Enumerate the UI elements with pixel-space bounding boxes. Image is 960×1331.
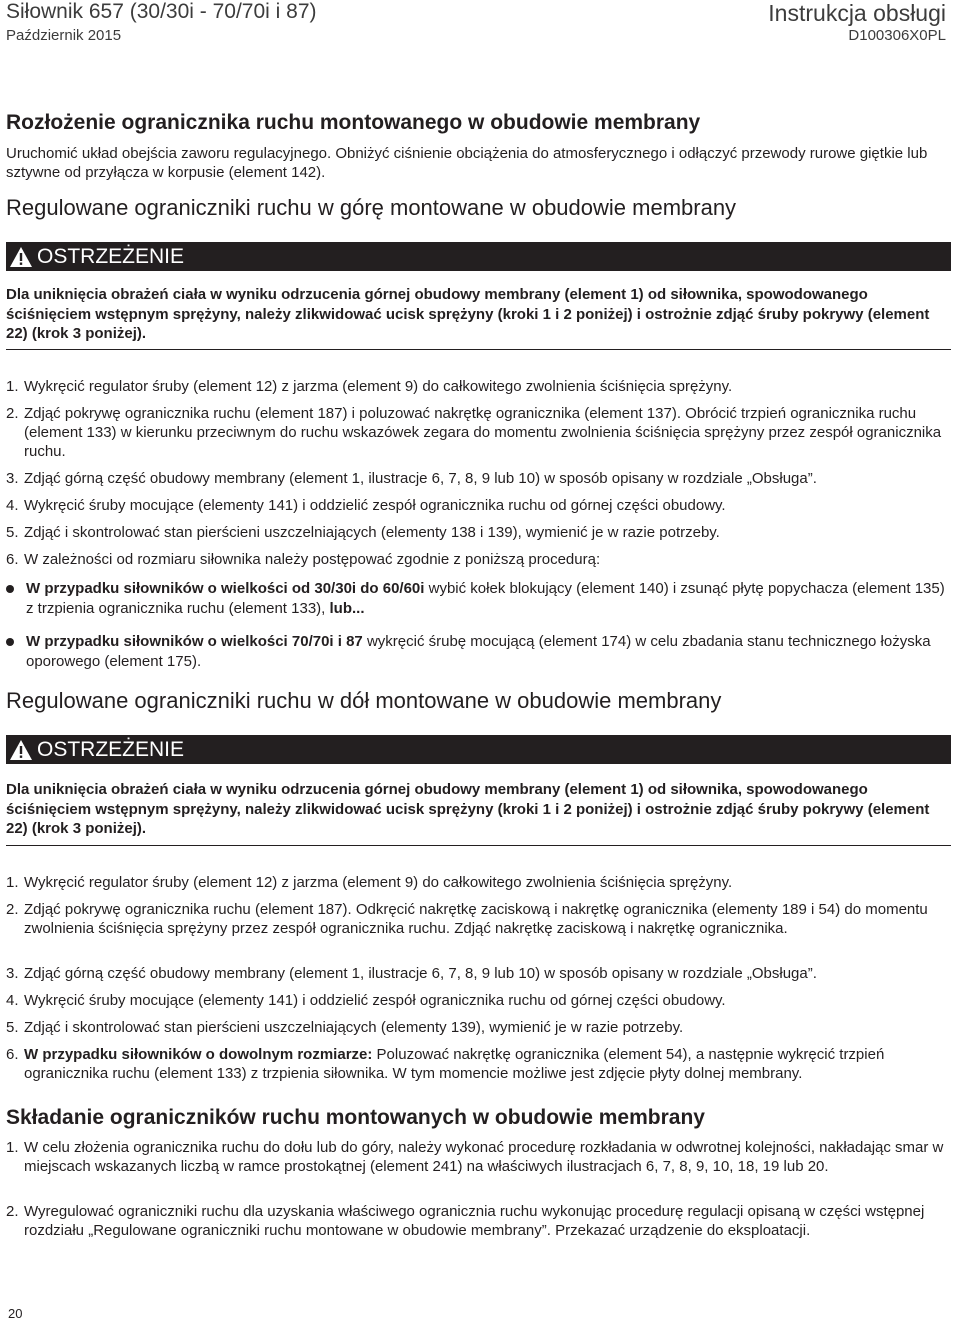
step-item — [6, 523, 946, 542]
header-date: Październik 2015 — [6, 27, 122, 44]
bullet-dot-icon — [6, 585, 14, 593]
step-text: Wykręcić regulator śruby (element 12) z jarzma (element 9) do całkowitego zwolnienia ściśnięcia sprężyny. — [24, 378, 733, 395]
step-text: Zdjąć i skontrolować stan pierścieni uszczelniających (elementy 138 i 139), wymienić je w razie potrzeby. — [24, 524, 720, 541]
step-item — [6, 873, 946, 892]
step-text: W zależności od rozmiaru siłownika należy postępować zgodnie z poniższą procedurą: — [24, 551, 601, 568]
step-number: 1. — [6, 1139, 19, 1156]
step-lead: W przypadku siłowników o dowolnym rozmiarze: — [24, 1046, 373, 1063]
step-number: 6. — [6, 551, 19, 568]
step-number: 4. — [6, 497, 19, 514]
step-item — [6, 964, 946, 983]
bullet-text: wykręcić śrubę mocującą (element 174) w celu zbadania stanu technicznego łożyska oporowego (element 175). — [26, 633, 931, 670]
header-product-title: Siłownik 657 (30/30i - 70/70i i 87) — [6, 0, 317, 23]
step-number: 2. — [6, 1203, 19, 1220]
page-number: 20 — [8, 1306, 23, 1321]
step-item — [6, 1202, 946, 1240]
step-number: 1. — [6, 874, 19, 891]
bullet-lead: W przypadku siłowników o wielkości 70/70i i 87 — [26, 633, 363, 650]
step-number: 4. — [6, 992, 19, 1009]
bullet-item — [6, 579, 946, 618]
step-item — [6, 900, 946, 938]
warning-label: OSTRZEŻENIE — [37, 245, 185, 268]
bullet-lead: W przypadku siłowników o wielkości od 30/30i do 60/60i — [26, 580, 425, 597]
warning-divider — [6, 845, 951, 846]
warning-triangle-icon — [9, 739, 33, 761]
step-number: 5. — [6, 1019, 19, 1036]
subsection-title-up-stops: Regulowane ograniczniki ruchu w górę montowane w obudowie membrany — [6, 195, 737, 220]
bullet-item — [6, 632, 946, 671]
warning-divider — [6, 349, 951, 350]
step-number: 1. — [6, 378, 19, 395]
subsection-title-down-stops: Regulowane ograniczniki ruchu w dół montowane w obudowie membrany — [6, 688, 722, 713]
step-text: Zdjąć i skontrolować stan pierścieni uszczelniających (elementy 139), wymienić je w razie potrzeby. — [24, 1019, 684, 1036]
warning-triangle-icon — [9, 246, 33, 268]
step-number: 2. — [6, 405, 19, 422]
warning-banner — [6, 735, 951, 764]
step-number: 3. — [6, 965, 19, 982]
section-title-assembly: Składanie ograniczników ruchu montowanych w obudowie membrany — [6, 1106, 705, 1129]
step-text: Zdjąć górną część obudowy membrany (element 1, ilustracje 6, 7, 8, 9 lub 10) w sposób opisany w rozdziale „Obsługa”. — [24, 965, 817, 982]
warning-banner — [6, 242, 951, 271]
step-text: Wykręcić regulator śruby (element 12) z jarzma (element 9) do całkowitego zwolnienia ściśnięcia sprężyny. — [24, 874, 733, 891]
step-number: 5. — [6, 524, 19, 541]
step-text: Zdjąć pokrywę ogranicznika ruchu (element 187). Odkręcić nakrętkę zaciskową i nakrętkę ogranicznika (elementy 189 i 54) do momentu zwolnienia ściśnięcia sprężyny przez zespół ogranicznika ruchu. Zdjąć nakrętkę zaciskową i nakrętkę ogranicznika. — [24, 901, 928, 937]
step-item — [6, 404, 946, 461]
step-item — [6, 469, 946, 488]
bullet-tail: lub... — [329, 599, 365, 617]
step-item — [6, 496, 946, 515]
step-number: 6. — [6, 1046, 19, 1063]
section-title-disassembly: Rozłożenie ogranicznika ruchu montowanego w obudowie membrany — [6, 111, 701, 134]
step-text: W celu złożenia ogranicznika ruchu do dołu lub do góry, należy wykonać procedurę rozkładania w odwrotnej kolejności, nakładając smar w miejscach wskazanych liczbą w ramce prostokątnej (element 241) na właściwych ilustracjach 6, 7, 8, 9, 10, 18, 19 lub 20. — [24, 1139, 944, 1175]
warning-text: Dla uniknięcia obrażeń ciała w wyniku odrzucenia górnej obudowy membrany (element 1) od siłownika, spowodowanego ściśnięciem wstępnym sprężyny, należy zlikwidować ucisk sprężyny (kroki 1 i 2 poniżej) i ostrożnie zdjąć śruby pokrywy (element 22) (krok 3 poniżej). — [6, 781, 930, 837]
warning-text: Dla uniknięcia obrażeń ciała w wyniku odrzucenia górnej obudowy membrany (element 1) od siłownika, spowodowanego ściśnięciem wstępnym sprężyny, należy zlikwidować ucisk sprężyny (kroki 1 i 2 poniżej) i ostrożnie zdjąć śruby pokrywy (element 22) (krok 3 poniżej). — [6, 286, 930, 342]
step-text: Wykręcić śruby mocujące (elementy 141) i oddzielić zespół ogranicznika ruchu od górnej części obudowy. — [24, 992, 726, 1009]
step-item — [6, 1018, 946, 1037]
step-text: Poluzować nakrętkę ogranicznika (element 54), a następnie wykręcić trzpień ogranicznika ruchu (element 133) z trzpienia siłownika. W tym momencie możliwe jest zdjęcie płyty dolnej membrany. — [24, 1046, 885, 1082]
header-doc-number: D100306X0PL — [848, 27, 946, 44]
header-manual-title: Instrukcja obsługi — [768, 0, 946, 26]
warning-label: OSTRZEŻENIE — [37, 738, 185, 761]
step-text: Wykręcić śruby mocujące (elementy 141) i oddzielić zespół ogranicznika ruchu od górnej części obudowy. — [24, 497, 726, 514]
step-item — [6, 991, 946, 1010]
bullet-text: wybić kołek blokujący (element 140) i zsunąć płytę popychacza (element 135) z trzpienia ogranicznika ruchu (element 133), — [26, 580, 945, 617]
step-item — [6, 550, 946, 569]
step-text: Zdjąć pokrywę ogranicznika ruchu (element 187) i poluzować nakrętkę ogranicznika (element 137). Obrócić trzpień ogranicznika ruchu (element 133) w kierunku przeciwnym do ruchu wskazówek zegara do momentu zwolnienia ściśnięcia sprężyny przez zespół ogranicznika ruchu. — [24, 405, 942, 460]
section-intro: Uruchomić układ obejścia zaworu regulacyjnego. Obniżyć ciśnienie obciążenia do atmosferycznego i odłączyć przewody rurowe giętkie lub sztywne od przyłącza w korpusie (element 142). — [6, 145, 928, 181]
step-text: Zdjąć górną część obudowy membrany (element 1, ilustracje 6, 7, 8, 9 lub 10) w sposób opisany w rozdziale „Obsługa”. — [24, 470, 817, 487]
step-number: 2. — [6, 901, 19, 918]
step-item — [6, 1138, 946, 1176]
step-item — [6, 377, 946, 396]
bullet-dot-icon — [6, 638, 14, 646]
step-text: Wyregulować ograniczniki ruchu dla uzyskania właściwego ogranicznia ruchu wykonując procedurę regulacji opisaną w części wstępnej rozdziału „Regulowane ograniczniki ruchu montowane w obudowie membrany”. Przekazać urządzenie do eksploatacji. — [24, 1203, 925, 1239]
step-number: 3. — [6, 470, 19, 487]
step-item — [6, 1045, 946, 1083]
